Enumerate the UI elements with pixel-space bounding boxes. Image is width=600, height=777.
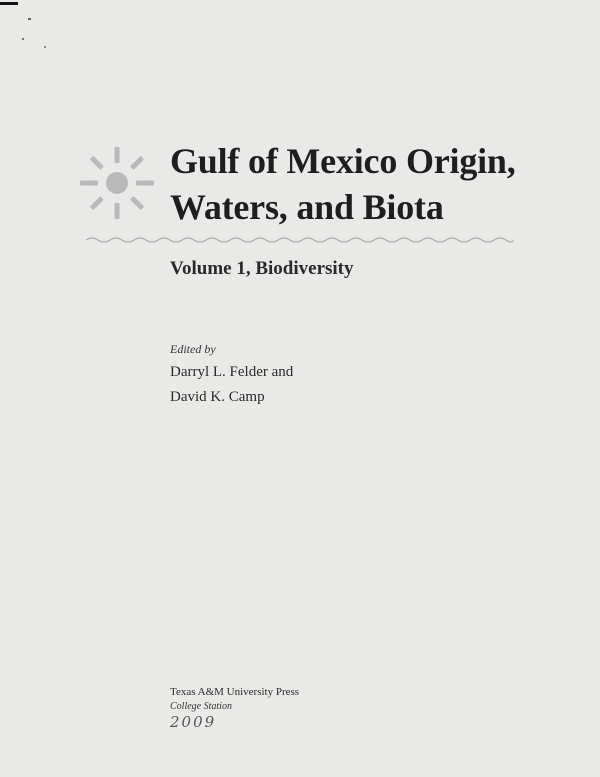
editor-name: David K. Camp bbox=[170, 389, 265, 405]
sun-icon bbox=[78, 144, 156, 222]
publisher-location: College Station bbox=[170, 701, 232, 712]
book-title-line-1: Gulf of Mexico Origin, bbox=[170, 141, 516, 181]
scan-artifact bbox=[0, 2, 18, 5]
handwritten-year: 2009 bbox=[170, 713, 217, 731]
volume-subtitle: Volume 1, Biodiversity bbox=[170, 258, 354, 279]
publisher-name: Texas A&M University Press bbox=[170, 686, 300, 698]
scan-artifact bbox=[28, 18, 31, 20]
book-title-line-2: Waters, and Biota bbox=[170, 187, 444, 227]
wavy-divider bbox=[86, 234, 514, 246]
editor-name: Darryl L. Felder and bbox=[170, 364, 294, 380]
scan-artifact bbox=[22, 38, 24, 40]
edited-by-label: Edited by bbox=[170, 342, 216, 356]
book-title bbox=[170, 138, 516, 230]
scan-artifact bbox=[44, 46, 46, 48]
